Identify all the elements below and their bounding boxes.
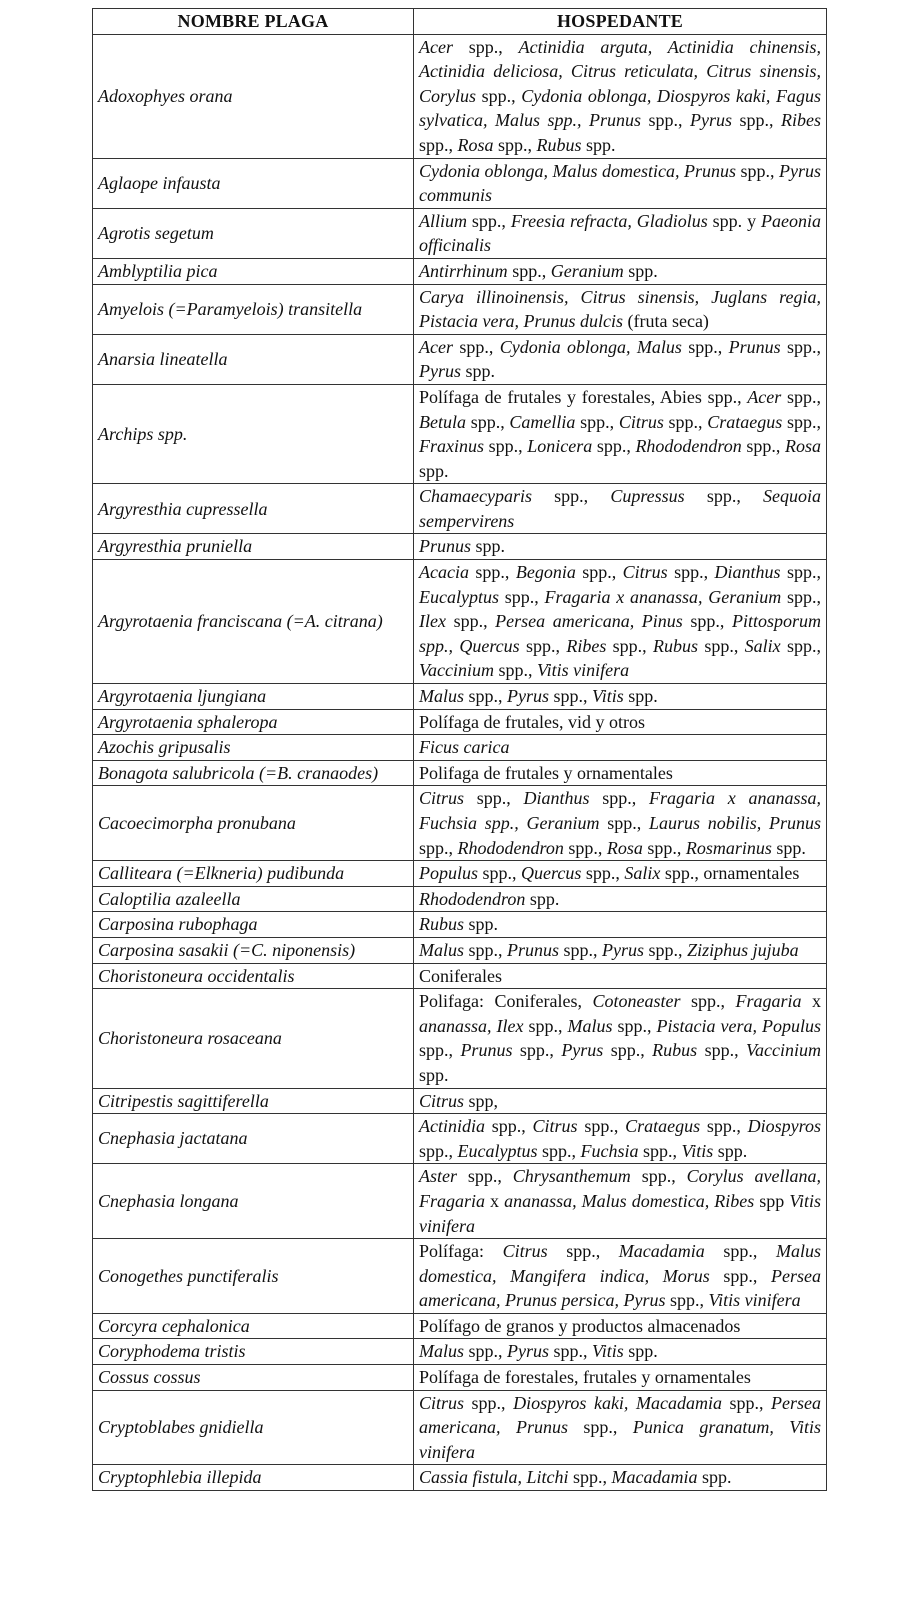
host-taxon-text: Rosa [784, 436, 821, 457]
pest-name-cell: Cnephasia jactatana [93, 1114, 414, 1164]
table-body [93, 34, 827, 1490]
host-taxon-text: Dianthus [714, 562, 781, 583]
host-plain-text: Polifaga: Coniferales, [419, 991, 593, 1012]
host-plain-text: spp. [419, 1064, 449, 1085]
host-plain-text: spp., [603, 1040, 653, 1061]
host-taxon-text: Vaccinium [419, 660, 494, 681]
table-row [93, 963, 827, 989]
host-cell [414, 989, 827, 1088]
host-taxon-text: Rosmarinus [685, 837, 772, 858]
host-plain-text: spp., [709, 1265, 771, 1286]
host-taxon-text: Pistacia vera, Populus [656, 1015, 821, 1036]
table-row [93, 886, 827, 912]
table-row [93, 158, 827, 208]
host-taxon-text: Vaccinium [746, 1040, 822, 1061]
pest-name-cell: Bonagota salubricola (=B. cranaodes) [93, 760, 414, 786]
host-taxon-text: Fragaria [735, 991, 802, 1012]
table-row [93, 534, 827, 560]
host-taxon-text: ananassa, Malus domestica, Ribes [504, 1190, 755, 1211]
host-taxon-text: Prunus [419, 536, 472, 557]
host-plain-text: spp., [464, 1341, 508, 1362]
host-cell [414, 912, 827, 938]
host-plain-text: spp., [698, 635, 745, 656]
column-header-pest: NOMBRE PLAGA [93, 9, 414, 35]
table-row [93, 786, 827, 861]
pest-name-cell: Argyrotaenia sphaleropa [93, 709, 414, 735]
host-plain-text: spp., [419, 1040, 461, 1061]
host-taxon-text: Crataegus [707, 411, 783, 432]
host-plain-text: spp., [464, 788, 524, 809]
pest-name-cell: Carposina sasakii (=C. niponensis) [93, 937, 414, 963]
host-cell [414, 709, 827, 735]
host-cell [414, 1114, 827, 1164]
pest-name-cell: Argyrotaenia ljungiana [93, 684, 414, 710]
host-plain-text: spp., [577, 1116, 626, 1137]
host-taxon-text: Pyrus communis [419, 160, 822, 206]
host-taxon-text: Ziziphus jujuba [687, 939, 799, 960]
host-taxon-text: Prunus [460, 1040, 513, 1061]
pest-name-cell: Argyresthia pruniella [93, 534, 414, 560]
host-plain-text: Coniferales [419, 965, 502, 986]
host-cell [414, 1313, 827, 1339]
host-taxon-text: Rhododendron [457, 837, 564, 858]
host-taxon-text: Persea americana, Prunus [419, 1392, 821, 1438]
host-plain-text: spp., [464, 686, 508, 707]
host-taxon-text: Pyrus [507, 686, 550, 707]
host-plain-text: spp. [525, 888, 560, 909]
pest-name-cell: Choristoneura rosaceana [93, 989, 414, 1088]
host-plain-text: spp., [464, 939, 508, 960]
table-row [93, 861, 827, 887]
pest-name-cell: Cossus cossus [93, 1365, 414, 1391]
host-plain-text: spp., [559, 939, 603, 960]
pest-name-cell: Cryptophlebia illepida [93, 1465, 414, 1491]
host-plain-text: spp., [704, 1241, 776, 1262]
table-row [93, 1313, 827, 1339]
host-taxon-text: Citrus [419, 788, 465, 809]
host-plain-text: spp. [464, 914, 499, 935]
host-plain-text: spp., [452, 36, 519, 57]
host-plain-text: spp., [493, 660, 537, 681]
host-plain-text: spp., [567, 1417, 633, 1438]
host-taxon-text: Rosa [606, 837, 643, 858]
host-plain-text: spp., [592, 436, 636, 457]
host-plain-text: spp., [680, 991, 736, 1012]
host-plain-text: spp., [523, 1015, 568, 1036]
host-plain-text: spp., [568, 1467, 612, 1488]
host-taxon-text: Vitis [681, 1140, 714, 1161]
host-plain-text: spp., [419, 134, 458, 155]
host-cell [414, 534, 827, 560]
host-plain-text: (fruta seca) [622, 311, 709, 332]
host-taxon-text: Macadamia [618, 1241, 705, 1262]
host-taxon-text: Rhododendron [419, 888, 526, 909]
host-plain-text: spp., [419, 837, 458, 858]
pest-host-table [92, 8, 827, 1491]
table-row [93, 1339, 827, 1365]
host-taxon-text: Citrus [502, 1241, 548, 1262]
host-cell [414, 760, 827, 786]
host-plain-text: spp. [697, 1467, 732, 1488]
host-plain-text: spp., [549, 1341, 593, 1362]
host-taxon-text: Cydonia oblonga, Diospyros kaki, Fagus sylvatica, Malus spp., Prunus [419, 85, 821, 131]
host-taxon-text: Cassia fistula, Litchi [419, 1467, 569, 1488]
pest-name-cell: Cryptoblabes gnidiella [93, 1390, 414, 1465]
host-cell [414, 1088, 827, 1114]
host-plain-text: Polífaga de frutales, vid y otros [419, 711, 645, 732]
host-plain-text: spp., [642, 837, 686, 858]
host-plain-text: spp., [780, 562, 821, 583]
host-cell [414, 1465, 827, 1491]
pest-name-cell: Corcyra cephalonica [93, 1313, 414, 1339]
host-taxon-text: Sequoia sempervirens [419, 486, 821, 531]
table-row [93, 709, 827, 735]
pest-name-cell: Anarsia lineatella [93, 334, 414, 384]
host-taxon-text: Populus [419, 863, 479, 884]
table-row [93, 1088, 827, 1114]
host-taxon-text: Camellia [509, 411, 576, 432]
host-taxon-text: Lonicera [527, 436, 593, 457]
host-plain-text: spp., [581, 863, 625, 884]
host-plain-text: spp. [713, 1140, 748, 1161]
host-plain-text: spp., [484, 436, 528, 457]
host-taxon-text: Rubus [652, 1040, 698, 1061]
host-plain-text: spp., [589, 788, 650, 809]
host-cell [414, 1339, 827, 1365]
table-row [93, 735, 827, 761]
host-plain-text: spp., [452, 336, 500, 357]
pest-name-cell: Argyrotaenia franciscana (=A. citrana) [93, 560, 414, 684]
host-plain-text: spp. [771, 837, 806, 858]
host-cell [414, 735, 827, 761]
host-taxon-text: Pyrus [561, 1040, 604, 1061]
host-plain-text: spp., [464, 1392, 514, 1413]
host-cell [414, 158, 827, 208]
host-taxon-text: Salix [624, 863, 661, 884]
host-taxon-text: Ilex [419, 611, 446, 632]
host-taxon-text: Acer [419, 36, 453, 57]
pest-name-cell: Carposina rubophaga [93, 912, 414, 938]
host-plain-text: spp., [736, 160, 780, 181]
host-plain-text: spp., [644, 939, 688, 960]
host-plain-text: spp, [464, 1090, 499, 1111]
table-row [93, 912, 827, 938]
host-plain-text: spp. [581, 134, 616, 155]
table-row [93, 258, 827, 284]
host-taxon-text: Pyrus [419, 361, 461, 382]
host-plain-text: spp., [563, 837, 607, 858]
host-taxon-text: Ficus carica [419, 737, 510, 758]
host-plain-text: spp., [700, 1116, 748, 1137]
host-taxon-text: Dianthus [523, 788, 590, 809]
host-plain-text: spp., [547, 1241, 619, 1262]
pest-name-cell: Citripestis sagittiferella [93, 1088, 414, 1114]
host-taxon-text: Cupressus [610, 486, 685, 507]
host-taxon-text: Paeonia officinalis [419, 210, 821, 256]
table-row [93, 384, 827, 483]
host-taxon-text: Begonia [515, 562, 576, 583]
host-taxon-text: Vitis [592, 1341, 624, 1362]
host-plain-text: spp., [512, 1040, 562, 1061]
host-taxon-text: ananassa, Ilex [419, 1015, 524, 1036]
host-taxon-text: Acer [747, 386, 782, 407]
pest-name-cell: Cnephasia longana [93, 1164, 414, 1239]
table-row [93, 1164, 827, 1239]
host-plain-text: spp. [461, 361, 496, 382]
host-cell [414, 34, 827, 158]
host-plain-text: spp., [457, 1166, 513, 1187]
host-plain-text: spp., [612, 1015, 657, 1036]
host-cell [414, 208, 827, 258]
pest-name-cell: Coryphodema tristis [93, 1339, 414, 1365]
pest-name-cell: Amyelois (=Paramyelois) transitella [93, 284, 414, 334]
host-plain-text: spp., [781, 386, 821, 407]
host-taxon-text: Fragaria x ananassa, Fuchsia spp., Geranium [419, 788, 821, 833]
host-taxon-text: Rubus [419, 914, 464, 935]
table-row [93, 34, 827, 158]
pest-name-cell: Azochis gripusalis [93, 735, 414, 761]
host-taxon-text: Prunus [728, 336, 781, 357]
host-plain-text: spp., [485, 1116, 533, 1137]
host-taxon-text: Antirrhinum [419, 260, 508, 281]
host-plain-text: spp., [638, 1140, 682, 1161]
host-plain-text: spp., [684, 486, 763, 507]
host-plain-text: Polífaga de forestales, frutales y ornamentales [419, 1367, 751, 1388]
table-row [93, 208, 827, 258]
host-plain-text: spp., [667, 562, 715, 583]
host-taxon-text: Pyrus [602, 939, 645, 960]
host-plain-text: spp., [445, 611, 496, 632]
host-taxon-text: Laurus nobilis, Prunus [648, 813, 821, 833]
host-cell [414, 1390, 827, 1465]
host-taxon-text: Vitis [592, 686, 624, 707]
host-plain-text: spp., [466, 411, 510, 432]
host-taxon-text: Vitis vinifera [537, 660, 630, 681]
host-taxon-text: Macadamia [611, 1467, 698, 1488]
host-plain-text: spp., [549, 686, 593, 707]
host-plain-text: Polífaga de frutales y forestales, Abies spp., [419, 386, 748, 407]
host-plain-text: spp. [623, 260, 658, 281]
host-taxon-text: Malus [419, 686, 464, 707]
host-plain-text: spp., [507, 260, 551, 281]
host-taxon-text: Eucalyptus [419, 586, 499, 607]
host-plain-text: spp., [721, 1392, 772, 1413]
host-plain-text: spp. [471, 536, 506, 557]
pest-name-cell: Amblyptilia pica [93, 258, 414, 284]
table-row [93, 334, 827, 384]
table-row [93, 989, 827, 1088]
host-taxon-text: Eucalyptus [457, 1140, 538, 1161]
table-row [93, 1114, 827, 1164]
pest-name-cell: Agrotis segetum [93, 208, 414, 258]
host-plain-text: spp., [476, 85, 522, 106]
host-plain-text: spp., [780, 635, 822, 656]
pest-name-cell: Cacoecimorpha pronubana [93, 786, 414, 861]
host-taxon-text: Chrysanthemum [512, 1166, 631, 1187]
host-plain-text: spp. y [707, 210, 761, 231]
host-cell [414, 886, 827, 912]
host-cell [414, 963, 827, 989]
host-taxon-text: Acer [419, 336, 453, 357]
host-taxon-text: Allium [419, 210, 467, 231]
pest-name-cell: Archips spp. [93, 384, 414, 483]
host-taxon-text: Corylus avellana, Fragaria [419, 1166, 821, 1211]
pest-name-cell: Aglaope infausta [93, 158, 414, 208]
host-taxon-text: Citrus [419, 1090, 465, 1111]
host-taxon-text: Citrus [419, 1392, 465, 1413]
host-taxon-text: Persea americana, Pinus [495, 611, 683, 632]
host-taxon-text: Vitis vinifera [419, 1190, 822, 1236]
host-plain-text: spp., [467, 210, 511, 231]
host-taxon-text: Rhododendron [635, 436, 742, 457]
host-plain-text: x [801, 991, 821, 1012]
host-plain-text: spp., [606, 635, 653, 656]
host-taxon-text: Rubus [653, 635, 698, 656]
host-taxon-text: Cydonia oblonga, Malus [499, 336, 682, 357]
host-cell [414, 484, 827, 534]
host-taxon-text: Ribes [566, 635, 607, 656]
host-taxon-text: Malus [419, 939, 464, 960]
host-plain-text: Polífago de granos y productos almacenados [419, 1315, 741, 1336]
host-cell [414, 258, 827, 284]
host-cell [414, 1365, 827, 1391]
pest-name-cell: Calliteara (=Elkneria) pudibunda [93, 861, 414, 887]
host-plain-text: spp., [697, 1040, 747, 1061]
host-taxon-text: Citrus [622, 562, 668, 583]
host-taxon-text: Punica granatum, Vitis vinifera [419, 1417, 821, 1462]
table-header-row [93, 9, 827, 35]
host-plain-text: spp., [781, 586, 821, 607]
host-taxon-text: Actinidia arguta, Actinidia chinensis, Actinidia deliciosa, Citrus reticulata, Citrus sinensis, Corylus [419, 36, 821, 106]
table-row [93, 760, 827, 786]
pest-name-cell: Conogethes punctiferalis [93, 1239, 414, 1314]
host-plain-text: spp., [575, 411, 619, 432]
host-plain-text: spp. [419, 460, 449, 481]
host-taxon-text: Diospyros [747, 1116, 821, 1137]
host-taxon-text: Quercus [521, 863, 582, 884]
host-taxon-text: Geranium [550, 260, 624, 281]
host-taxon-text: Vitis vinifera [708, 1290, 801, 1311]
host-taxon-text: Acacia [419, 562, 469, 583]
host-plain-text: spp., [741, 436, 785, 457]
host-taxon-text: Fragaria x ananassa, Geranium [544, 586, 782, 607]
host-taxon-text: Salix [744, 635, 781, 656]
host-cell [414, 1239, 827, 1314]
host-cell [414, 284, 827, 334]
host-cell [414, 560, 827, 684]
host-plain-text: spp., [731, 110, 781, 131]
host-plain-text: spp., [681, 336, 729, 357]
host-taxon-text: Freesia refracta, Gladiolus [510, 210, 708, 231]
host-taxon-text: Cotoneaster [592, 991, 681, 1012]
host-taxon-text: Rubus [536, 134, 582, 155]
host-taxon-text: Pyrus [689, 110, 732, 131]
host-taxon-text: Crataegus [625, 1116, 701, 1137]
host-cell [414, 1164, 827, 1239]
host-plain-text: spp., [630, 1166, 687, 1187]
host-plain-text: spp. [623, 686, 658, 707]
host-plain-text: spp., [640, 110, 690, 131]
table-row [93, 484, 827, 534]
host-taxon-text: Prunus [507, 939, 560, 960]
table-row [93, 684, 827, 710]
host-plain-text: spp., [419, 1140, 458, 1161]
host-cell [414, 684, 827, 710]
host-plain-text: spp., [493, 134, 537, 155]
host-plain-text: spp., [498, 586, 545, 607]
host-taxon-text: Diospyros kaki, Macadamia [513, 1392, 722, 1413]
host-taxon-text: Malus [567, 1015, 613, 1036]
host-taxon-text: Citrus [618, 411, 664, 432]
table-row [93, 560, 827, 684]
pest-name-cell: Adoxophyes orana [93, 34, 414, 158]
host-plain-text: spp., [537, 1140, 581, 1161]
host-plain-text: spp., [468, 562, 516, 583]
host-plain-text: spp., [519, 635, 567, 656]
host-plain-text: spp., [531, 486, 611, 507]
pest-name-cell: Argyresthia cupressella [93, 484, 414, 534]
table-row [93, 284, 827, 334]
host-taxon-text: Ribes [780, 110, 821, 131]
host-plain-text: Polifaga de frutales y ornamentales [419, 762, 673, 783]
table-row [93, 937, 827, 963]
host-plain-text: spp., [682, 611, 732, 632]
host-taxon-text: Cydonia oblonga, Malus domestica, Prunus [419, 160, 736, 181]
host-taxon-text: Aster [419, 1166, 457, 1187]
host-taxon-text: Malus domestica, Mangifera indica, Morus [419, 1241, 821, 1286]
host-taxon-text: Fuchsia [580, 1140, 639, 1161]
host-plain-text: spp. [623, 1341, 658, 1362]
host-cell [414, 334, 827, 384]
host-plain-text: spp., [599, 813, 649, 833]
host-plain-text: spp., [782, 411, 821, 432]
host-taxon-text: Chamaecyparis [419, 486, 532, 507]
host-plain-text: x [485, 1190, 505, 1211]
host-taxon-text: Malus [419, 1341, 464, 1362]
host-plain-text: spp., [663, 411, 708, 432]
table-row [93, 1465, 827, 1491]
host-taxon-text: Betula [419, 411, 466, 432]
column-header-host: HOSPEDANTE [414, 9, 827, 35]
host-plain-text: spp., [665, 1290, 709, 1311]
host-plain-text: spp., [780, 336, 821, 357]
host-plain-text: spp., ornamentales [660, 863, 800, 884]
host-plain-text: spp., [575, 562, 623, 583]
host-taxon-text: Pyrus [507, 1341, 550, 1362]
host-plain-text: spp., [478, 863, 522, 884]
table-row [93, 1390, 827, 1465]
table-row [93, 1365, 827, 1391]
host-taxon-text: Citrus [532, 1116, 578, 1137]
table-row [93, 1239, 827, 1314]
host-cell [414, 786, 827, 861]
pest-name-cell: Choristoneura occidentalis [93, 963, 414, 989]
pest-name-cell: Caloptilia azaleella [93, 886, 414, 912]
host-taxon-text: Persea americana, Prunus persica, Pyrus [419, 1265, 821, 1311]
host-plain-text: Polífaga: [419, 1241, 503, 1262]
host-taxon-text: Rosa [457, 134, 494, 155]
host-plain-text: spp [754, 1190, 790, 1211]
host-cell [414, 861, 827, 887]
host-taxon-text: Actinidia [419, 1116, 485, 1137]
host-taxon-text: Fraxinus [419, 436, 484, 457]
host-taxon-text: Carya illinoinensis, Citrus sinensis, Juglans regia, Pistacia vera, Prunus dulcis [419, 286, 821, 332]
host-cell [414, 937, 827, 963]
host-cell [414, 384, 827, 483]
host-taxon-text: Pittosporum spp., Quercus [419, 611, 821, 656]
